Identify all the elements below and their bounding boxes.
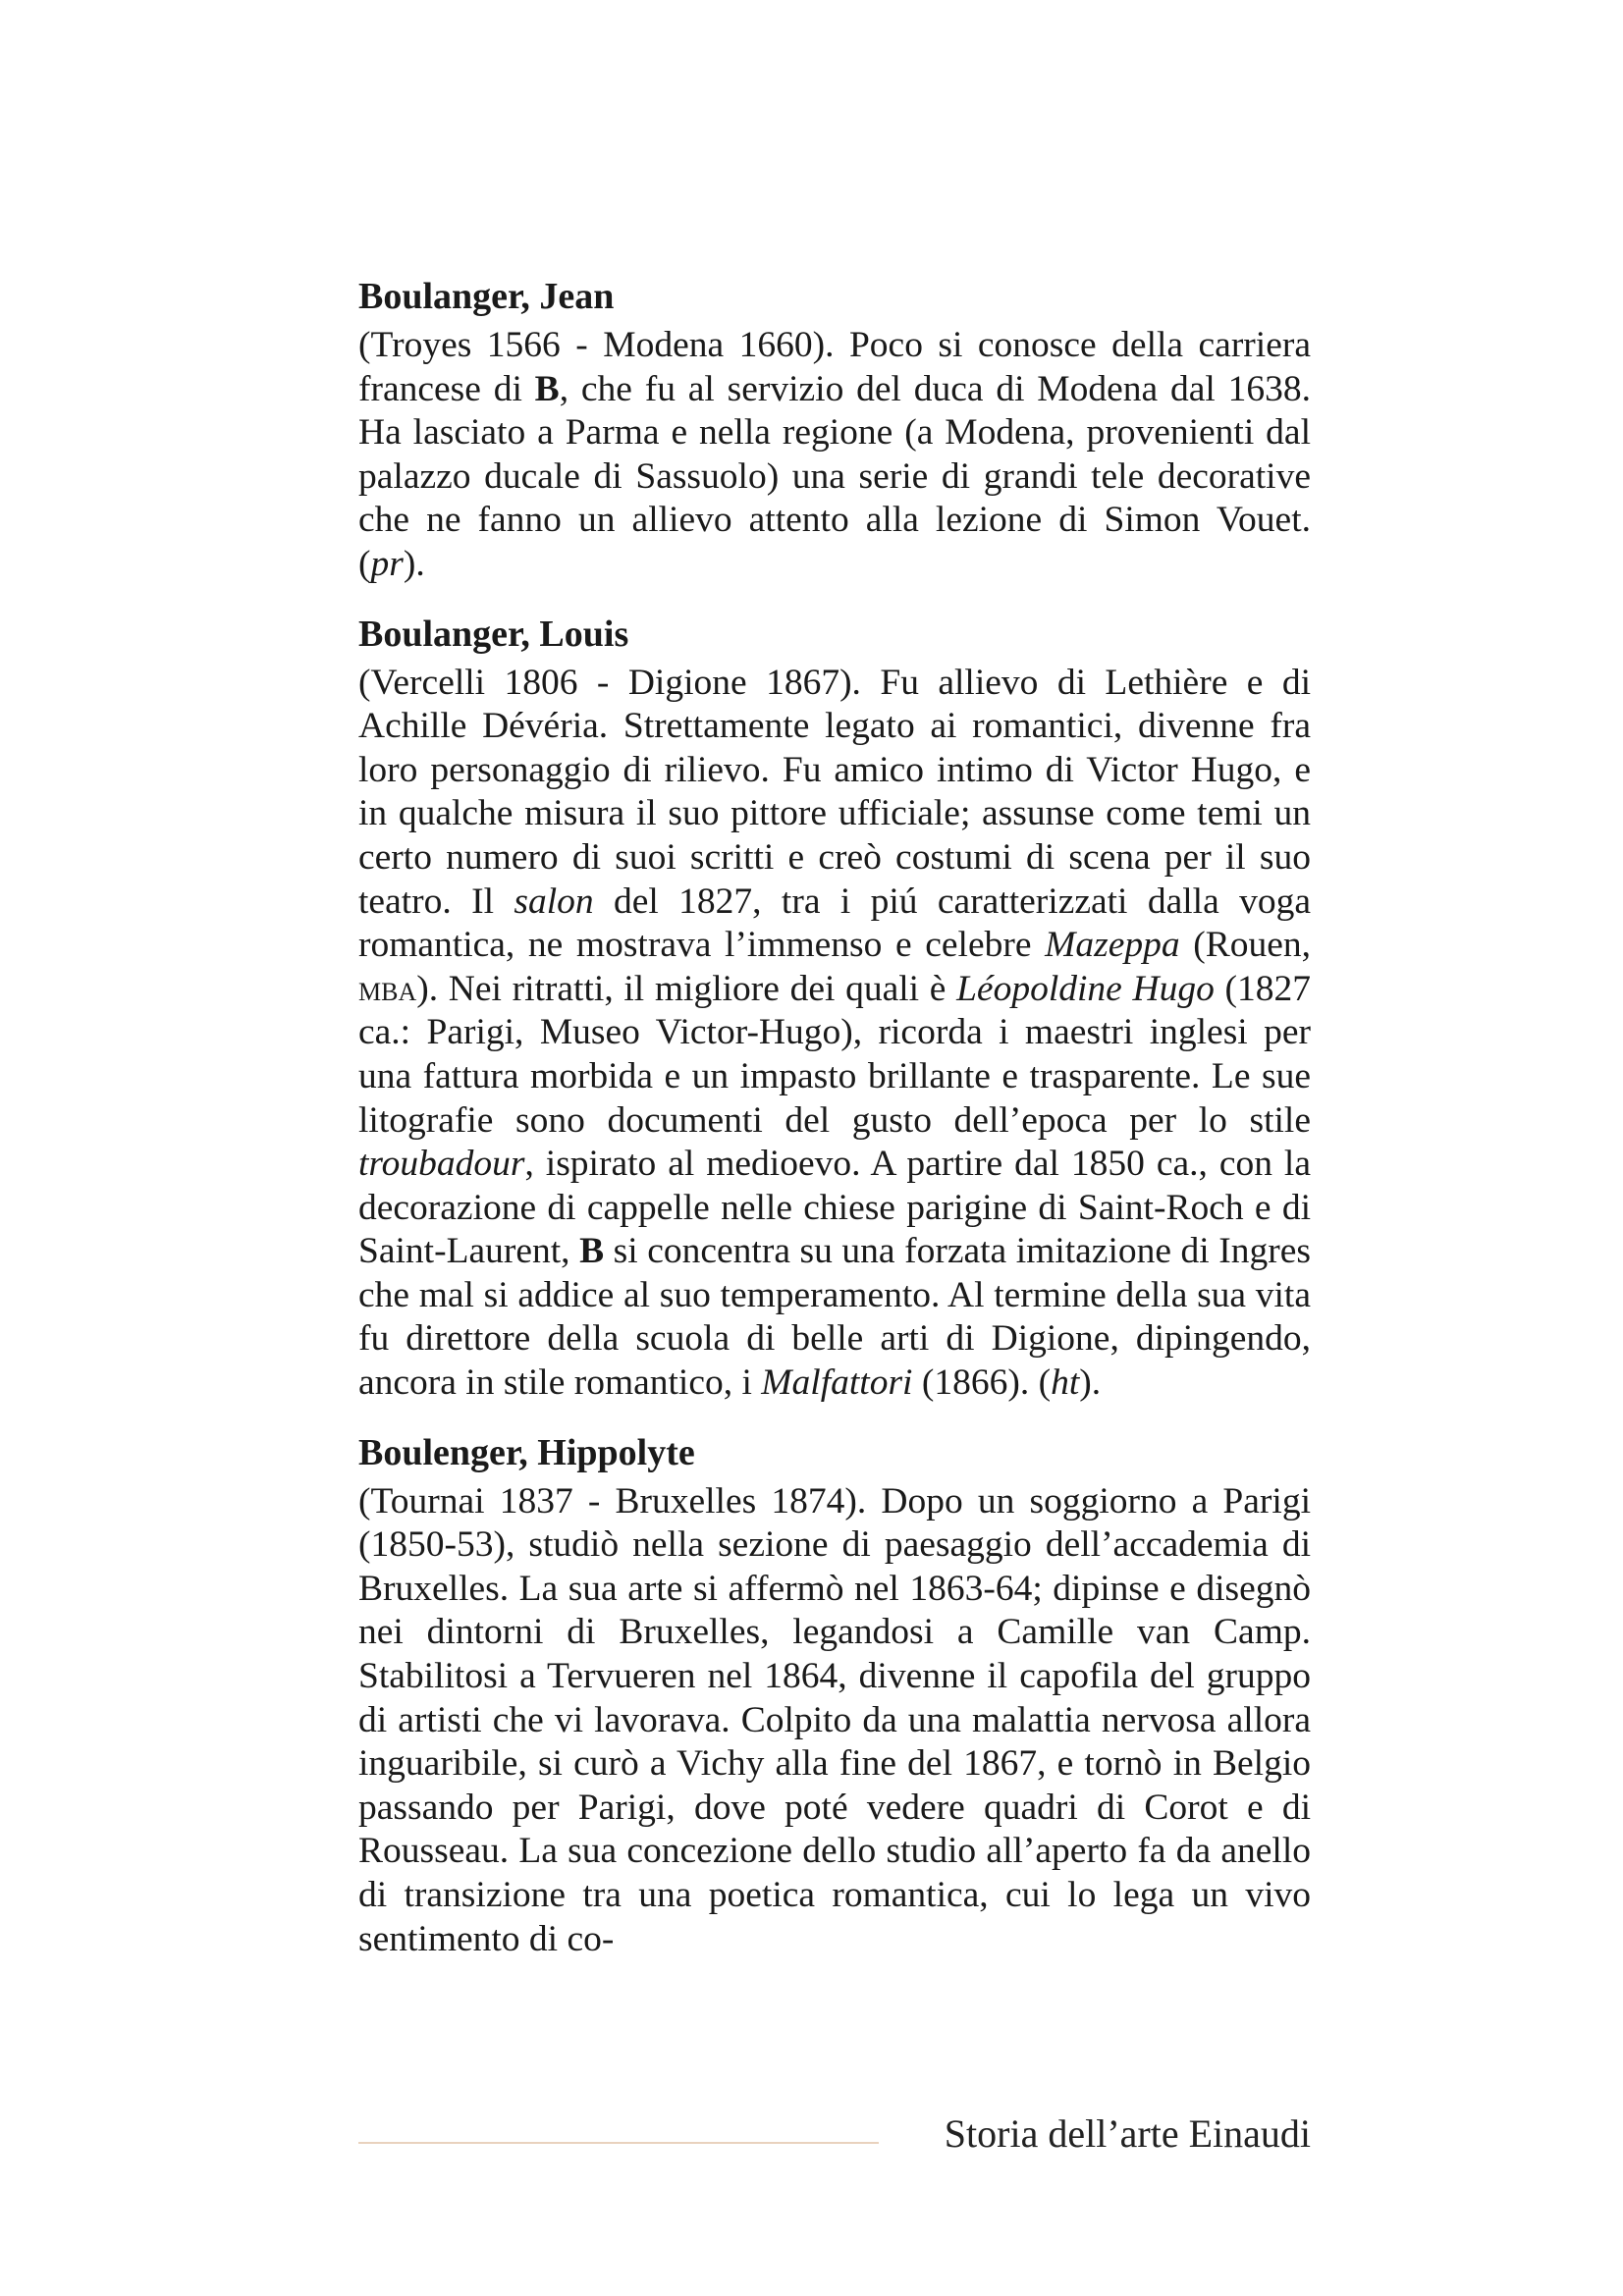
text-run: (1827 ca.: Parigi, Museo Victor-Hugo), ricorda i maestri inglesi per una fattura morbida e un impasto brillante e trasparente. Le sue litografie sono documenti del gusto dell’epoca per lo stile xyxy=(358,968,1311,1141)
entry-body xyxy=(358,324,1311,587)
bold-run: B xyxy=(534,368,560,409)
page-footer xyxy=(358,2110,1311,2165)
text-run: del 1827, tra i piú caratterizzati dalla voga romantica, ne mostrava l’immenso e celebre xyxy=(358,881,1311,966)
text-run: (Tournai 1837 - Bruxelles 1874). Dopo un soggiorno a Parigi (1850-53), studiò nella sezione di paesaggio dell’accademia di Bruxelles. La sua arte si affermò nel 1863-64; dipinse e disegnò nei dintorni di Bruxelles, legandosi a Camille van Camp. Stabilitosi a Tervueren nel 1864, divenne il capofila del gruppo di artisti che vi lavorava. Colpito da una malattia nervosa allora inguaribile, si curò a Vichy alla fine del 1867, e tornò in Belgio passando per Parigi, dove poté vedere quadri di Corot e di Rousseau. La sua concezione dello studio all’aperto fa da anello di transizione tra una poetica romantica, cui lo lega un vivo sentimento di co- xyxy=(358,1480,1311,1959)
entry-title: Boulanger, Louis xyxy=(358,613,629,655)
text-run: ). xyxy=(1079,1362,1102,1404)
italic-run: pr xyxy=(370,543,404,584)
entry-boulanger-louis xyxy=(358,613,1311,1406)
italic-run: troubadour xyxy=(358,1144,525,1185)
bold-run: B xyxy=(579,1231,605,1272)
italic-run: salon xyxy=(514,881,594,922)
text-run: (Troyes 1566 - Modena 1660). Poco si conosce della carriera francese di xyxy=(358,325,1311,409)
entry-title: Boulanger, Jean xyxy=(358,276,615,317)
text-run: , ispirato al medioevo. A partire dal 1850 ca., con la decorazione di cappelle nelle chiese parigine di Saint-Roch e di Saint-Laurent, xyxy=(358,1144,1311,1272)
text-run: ). xyxy=(403,543,425,584)
smallcaps-run: mba xyxy=(358,968,417,1009)
text-run: si concentra su una forzata imitazione di Ingres che mal si addice al suo temperamento. Al termine della sua vita fu direttore della scuola di belle arti di Digione, dipingendo, ancora in stile romantico, i xyxy=(358,1231,1311,1404)
entry-title: Boulenger, Hippolyte xyxy=(358,1431,695,1473)
entry-body xyxy=(358,662,1311,1406)
italic-run: Malfattori xyxy=(761,1362,913,1404)
italic-run: Léopoldine Hugo xyxy=(956,968,1215,1009)
footer-rule xyxy=(358,2142,879,2144)
entry-boulanger-jean xyxy=(358,275,1311,587)
text-run: ). Nei ritratti, il migliore dei quali è xyxy=(416,968,957,1009)
page-content xyxy=(358,275,1311,1987)
text-run: , che fu al servizio del duca di Modena dal 1638. Ha lasciato a Parma e nella regione (a Modena, provenienti dal palazzo ducale di Sassuolo) una serie di grandi tele decorative che ne fanno un allievo attento alla lezione di Simon Vouet. ( xyxy=(358,368,1311,584)
text-run: (1866). ( xyxy=(912,1362,1052,1404)
footer-publisher-text: Storia dell’arte Einaudi xyxy=(944,2111,1311,2156)
text-run: (Rouen, xyxy=(1179,925,1311,966)
entry-body xyxy=(358,1480,1311,1962)
italic-run: ht xyxy=(1051,1362,1080,1404)
entry-boulenger-hippolyte xyxy=(358,1431,1311,1962)
text-run: (Vercelli 1806 - Digione 1867). Fu allievo di Lethière e di Achille Dévéria. Strettamente legato ai romantici, divenne fra loro personaggio di rilievo. Fu amico intimo di Victor Hugo, e in qualche misura il suo pittore ufficiale; assunse come temi un certo numero di suoi scritti e creò costumi di scena per il suo teatro. Il xyxy=(358,662,1311,922)
italic-run: Mazeppa xyxy=(1045,925,1180,966)
